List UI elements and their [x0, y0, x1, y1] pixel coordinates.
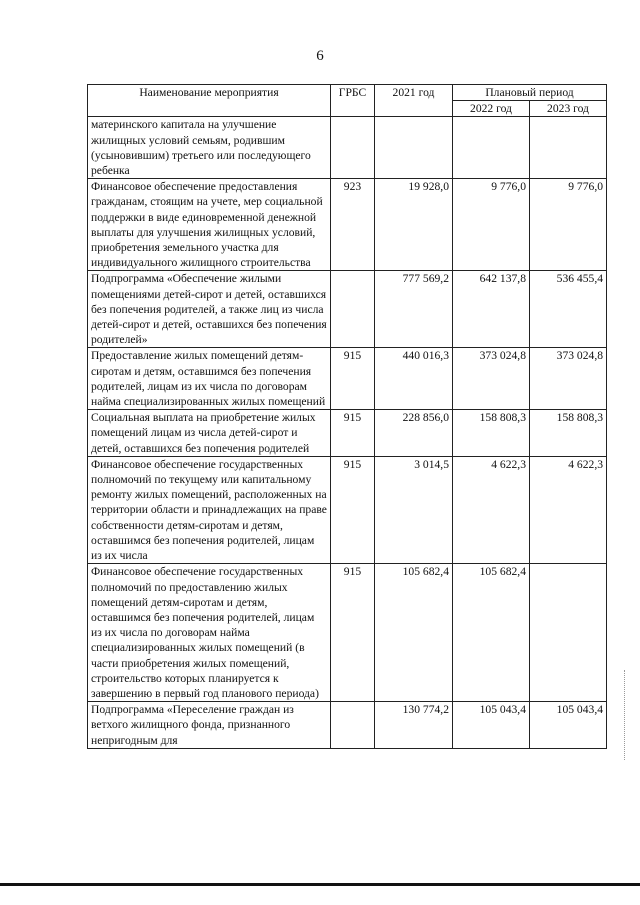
cell-2021: 777 569,2 — [375, 271, 453, 348]
header-name: Наименование мероприятия — [88, 85, 331, 117]
cell-2021: 228 856,0 — [375, 410, 453, 457]
cell-2023: 4 622,3 — [530, 456, 607, 563]
header-2022: 2022 год — [453, 101, 530, 117]
cell-grbs: 915 — [331, 348, 375, 410]
cell-2022: 373 024,8 — [453, 348, 530, 410]
cell-2022: 4 622,3 — [453, 456, 530, 563]
cell-2023: 105 043,4 — [530, 702, 607, 749]
table-row — [88, 564, 607, 702]
cell-2021: 19 928,0 — [375, 179, 453, 271]
subprogram-row — [88, 702, 607, 749]
cell-name: Подпрограмма «Переселение граждан из ветхого жилищного фонда, признанного непригодным для — [88, 702, 331, 749]
cell-2022: 158 808,3 — [453, 410, 530, 457]
cell-2021: 3 014,5 — [375, 456, 453, 563]
cell-2023: 536 455,4 — [530, 271, 607, 348]
cell-2021: 130 774,2 — [375, 702, 453, 749]
header-grbs: ГРБС — [331, 85, 375, 117]
table-row — [88, 348, 607, 410]
cell-2023 — [530, 117, 607, 179]
header-plan-period: Плановый период — [453, 85, 607, 101]
cell-grbs: 915 — [331, 456, 375, 563]
cell-2022 — [453, 117, 530, 179]
cell-name: Социальная выплата на приобретение жилых помещений лицам из числа детей-сирот и детей, оставшихся без попечения родителей — [88, 410, 331, 457]
cell-grbs — [331, 117, 375, 179]
scan-artifact — [624, 670, 628, 760]
cell-2023: 158 808,3 — [530, 410, 607, 457]
cell-grbs — [331, 271, 375, 348]
cell-name: материнского капитала на улучшение жилищных условий семьям, родившим (усыновившим) третьего или последующего ребенка — [88, 117, 331, 179]
page-number: 6 — [316, 48, 324, 64]
budget-table — [87, 84, 607, 749]
cell-2021: 440 016,3 — [375, 348, 453, 410]
cell-2022: 9 776,0 — [453, 179, 530, 271]
header-2023: 2023 год — [530, 101, 607, 117]
cell-2023: 9 776,0 — [530, 179, 607, 271]
page-bottom-border — [0, 883, 640, 886]
cell-2023: 373 024,8 — [530, 348, 607, 410]
table-row — [88, 456, 607, 563]
cell-grbs: 915 — [331, 564, 375, 702]
header-2021: 2021 год — [375, 85, 453, 117]
cell-name: Финансовое обеспечение государственных полномочий по текущему или капитальному ремонту жилых помещений, расположенных на территории области и принадлежащих на праве собственности детям-сиротам и детям, оставшимся без попечения родителей, лицам из их числа — [88, 456, 331, 563]
cell-2021 — [375, 117, 453, 179]
cell-2021: 105 682,4 — [375, 564, 453, 702]
cell-grbs — [331, 702, 375, 749]
cell-2023 — [530, 564, 607, 702]
table-row — [88, 179, 607, 271]
table-row — [88, 117, 607, 179]
cell-2022: 105 043,4 — [453, 702, 530, 749]
cell-2022: 642 137,8 — [453, 271, 530, 348]
cell-name: Финансовое обеспечение государственных полномочий по предоставлению жилых помещений детям-сиротам и детям, оставшимся без попечения родителей, лицам из их числа по договорам найма специализированных жилых помещений (в части приобретения жилых помещений, строительство которых планируется к завершению в первый год планового периода) — [88, 564, 331, 702]
cell-2022: 105 682,4 — [453, 564, 530, 702]
cell-name: Финансовое обеспечение предоставления гражданам, стоящим на учете, мер социальной поддержки в виде единовременной денежной выплаты для улучшения жилищных условий, приобретения земельного участка для индивидуального жилищного строительства — [88, 179, 331, 271]
subprogram-row — [88, 271, 607, 348]
cell-grbs: 923 — [331, 179, 375, 271]
cell-grbs: 915 — [331, 410, 375, 457]
cell-name: Подпрограмма «Обеспечение жилыми помещениями детей-сирот и детей, оставшихся без попечения родителей, а также лиц из числа детей-сирот и детей, оставшихся без попечения родителей» — [88, 271, 331, 348]
cell-name: Предоставление жилых помещений детям-сиротам и детям, оставшимся без попечения родителей, лицам из их числа по договорам найма специализированных жилых помещений — [88, 348, 331, 410]
table-row — [88, 410, 607, 457]
